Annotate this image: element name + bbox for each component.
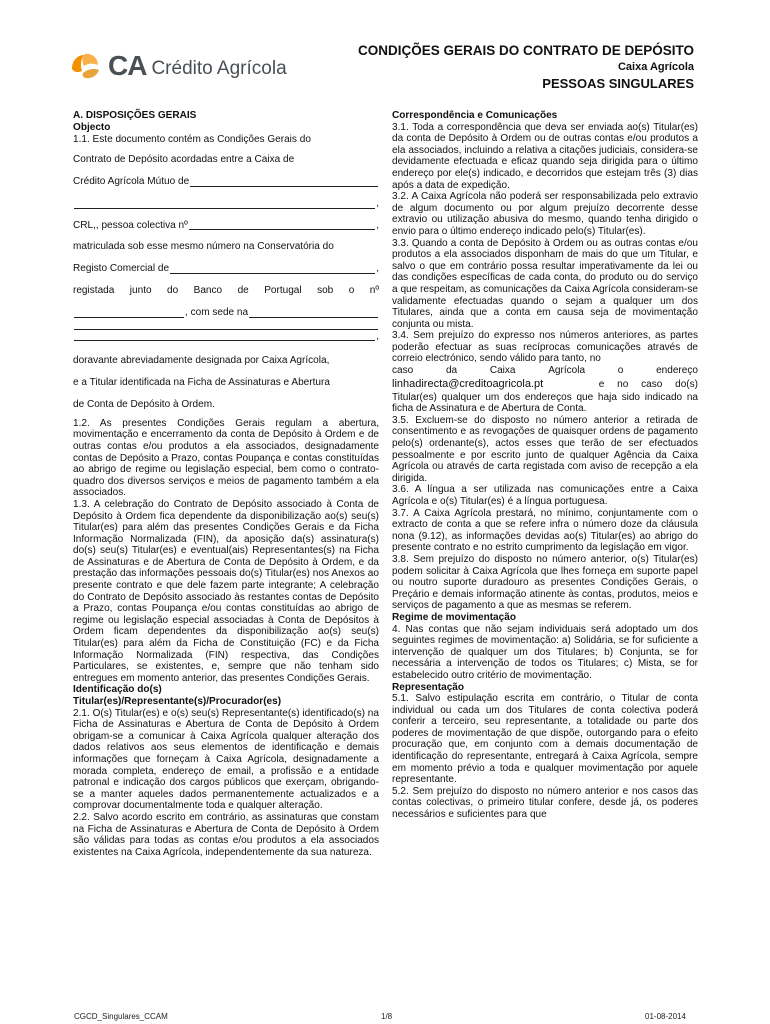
email-link[interactable]: linhadirecta@creditoagricola.pt xyxy=(392,377,544,390)
objecto-heading: Objecto xyxy=(73,121,111,133)
document-subtitle: Caixa Agrícola xyxy=(617,61,694,73)
document-header xyxy=(358,42,694,93)
representacao-heading: Representação xyxy=(392,681,465,693)
clause-3-4: 3.4. Sem prejuízo do expresso nos números anteriores, as partes poderão efectuar as suas recíprocas comunicações através de correio electrónico, sendo válido para tanto, no xyxy=(392,330,698,365)
clause-1-1-matric: matriculada sob esse mesmo número na Conservatória do xyxy=(73,241,334,253)
fill-line[interactable] xyxy=(74,207,375,209)
fill-line[interactable] xyxy=(74,316,184,318)
clause-1-1-line1: 1.1. Este documento contém as Condições Gerais do xyxy=(73,134,311,146)
document-title: CONDIÇÕES GERAIS DO CONTRATO DE DEPÓSITO xyxy=(357,43,694,58)
clause-1-1-crl-line: CRL,, pessoa colectiva nº , xyxy=(73,219,379,231)
clause-1-1-line3: Crédito Agrícola Mútuo de xyxy=(73,171,379,193)
clause-1-1-registo-line: Registo Comercial de , xyxy=(73,263,379,275)
clause-3-3: 3.3. Quando a conta de Depósito à Ordem ou as outras contas e/ou produtos a ela associados disponham de mais do que um Titular, e salvo o que em contrário possa resultar imperativamente da lei ou das condições específicas de cada conta, do produto ou do serviço a que respeitam, as comunicações da Caixa Agrícola consideram-se validamente efectuadas quando o sejam a qualquer um dos Titulares, ainda que a conta em causa seja de movimentação conjunta ou mista. xyxy=(392,237,698,330)
fill-line[interactable] xyxy=(249,316,378,318)
clause-3-6: 3.6. A língua a ser utilizada nas comunicações entre a Caixa Agrícola e o(s) Titular(es) é a língua portuguesa. xyxy=(392,484,698,507)
clause-3-8: 3.8. Sem prejuízo do disposto no número anterior, o(s) Titular(es) podem solicitar à Caixa Agrícola que lhes forneça em suporte papel ou noutro suporte duradouro as presentes Condições Gerais, o Preçário e demais informação atinente às contas, produtos, meios e serviços de pagamento a que as mesmas se referem. xyxy=(392,553,698,612)
section-title: A. DISPOSIÇÕES GERAIS xyxy=(73,110,197,121)
clause-1-3: 1.3. A celebração do Contrato de Depósito associado à Conta de Depósito à Ordem fica dependente da disponibilização ao(s) seu(s) Titular(es) para além das presentes Condições Gerais e da Ficha Informação Normalizada (FIN), da aposição da(s) assinatura(s) do(s) seu(s) Titular(es) e eventual(ais) Representantes(s) na Ficha de Assinaturas e de Abertura de Conta de Depósito à Ordem, e da prestação das informações pessoais do(s) Titular(es) nos Anexos ao presente contrato e que dele fazem parte integrante; A celebração do Contrato de Depósito associado às restantes contas de Depósito a Prazo, contas Poupança e/ou contas constituídas ao abrigo de regime ou legislação especial associadas à Conta de Depósitos à Ordem ficam dependentes da disponibilização ao(s) seu(s) Titular(es) para além da Ficha de Constituição (FC) e da Ficha Informação Normalizada (FIN) respectiva, das Condições Particulares, se existentes, e, sempre que não tenham sido entregues em momento anterior, das presentes Condições Gerais. xyxy=(73,498,379,684)
correspondencia-heading: Correspondência e Comunicações xyxy=(392,110,558,121)
clause-2-1: 2.1. O(s) Titular(es) e o(s) seu(s) Representante(s) identificado(s) na Ficha de Assinaturas e Abertura de Conta de Depósito à Ordem obrigam-se a comunicar à Caixa Agrícola qualquer alteração dos dados relativos aos seus elementos de identificação e demais informações que forneçam à Caixa Agrícola, designadamente a morada completa, endereço de email, a profissão e a entidade patronal e indicação dos cargos públicos que exerçam, obrigando-se a manter aqueles dados permanentemente actualizados e a comprovar documentalmente toda e qualquer alteração. xyxy=(73,707,379,812)
document-audience: PESSOAS SINGULARES xyxy=(542,76,694,91)
clause-1-1-conta: de Conta de Depósito à Ordem. xyxy=(73,398,215,410)
logo-abbrev: CA xyxy=(108,50,147,81)
fill-line[interactable] xyxy=(190,185,378,187)
logo-text: Crédito Agrícola xyxy=(151,58,287,79)
clause-5-2: 5.2. Sem prejuízo do disposto no número anterior e nos casos das contas colectivas, o primeiro titular confere, desde já, os poderes necessários e suficientes para que xyxy=(392,785,698,821)
left-column xyxy=(73,110,379,858)
credito-agricola-logo xyxy=(68,46,287,86)
footer-doc-code: CGCD_Singulares_CCAM xyxy=(74,1012,168,1021)
clause-3-4-caso-line: caso da Caixa Agrícola o endereço xyxy=(392,365,698,377)
clause-1-1-blank-line: , xyxy=(73,193,379,215)
identificacao-heading-2: Titular(es)/Representante(s)/Procurador(es) xyxy=(73,696,282,707)
clause-1-1-line2: Contrato de Depósito acordadas entre a Caixa de xyxy=(73,154,295,166)
clause-3-5: 3.5. Excluem-se do disposto no número anterior a retirada de consentimento e as revogações de quaisquer ordens de pagamento pelo(s) ordenante(s), actos esses que terão de ser efectuados pessoalmente e por escrito junto de qualquer Agência da Caixa Agrícola ou através de carta registada com aviso de recepção a ela dirigida. xyxy=(392,414,698,484)
clause-3-7: 3.7. A Caixa Agrícola prestará, no mínimo, conjuntamente com o extracto de conta a que se refere infra o número doze da cláusula nona (9.12), as informações devidas ao(s) Titular(es) ao abrigo do presente contrato e no estrito cumprimento da legislação em vigor. xyxy=(392,507,698,554)
clause-1-1-doravante: doravante abreviadamente designada por Caixa Agrícola, xyxy=(73,355,330,367)
clause-4: 4. Nas contas que não sejam individuais será adoptado um dos seguintes regimes de movimentação: a) Solidária, se for suficiente a intervenção de qualquer um dos Titulares; b) Conjunta, se for necessária a intervenção de todos os Titulares; c) Mista, se for estabelecido outro critério de movimentação. xyxy=(392,623,698,681)
regime-heading: Regime de movimentação xyxy=(392,611,516,623)
right-column xyxy=(392,110,698,821)
clause-1-1-registada-line: registada junto do Banco de Portugal sob o nº xyxy=(73,284,379,296)
clause-3-4-b: Titular(es) qualquer um dos endereços que haja sido indicado na ficha de Assinatura e de Abertura de Conta. xyxy=(392,391,698,415)
fill-line[interactable] xyxy=(170,272,375,274)
clause-3-4-email-line: linhadirecta@creditoagricola.pt e no caso do(s) xyxy=(392,377,698,390)
footer-date: 01-08-2014 xyxy=(645,1012,686,1021)
fill-line[interactable] xyxy=(189,228,375,230)
clause-5-1: 5.1. Salvo estipulação escrita em contrário, o Titular de conta individual ou cada um dos Titulares de conta colectiva poderá conferir a terceiro, seu representante, a totalidade ou parte dos poderes de movimentação de que dispõe, outorgando para o efeito procuração que, em conjunto com a demais documentação de identificação do representante, entregará à Caixa Agrícola, sempre em momento prévio a toda e qualquer movimentação por aquele representante. xyxy=(392,693,698,786)
clause-2-2: 2.2. Salvo acordo escrito em contrário, as assinaturas que constam na Ficha de Assinaturas e Abertura de Conta de Depósito à Ordem são válidas para todas as contas e/ou produtos a ela associados existentes na Caixa Agrícola, independentemente da sua natureza. xyxy=(73,811,379,858)
identificacao-heading: Identificação do(s) xyxy=(73,684,162,696)
fill-line[interactable] xyxy=(74,328,378,330)
fill-line[interactable] xyxy=(74,339,375,341)
clause-1-2: 1.2. As presentes Condições Gerais regulam a abertura, movimentação e encerramento da conta de Depósito à Ordem e de outras contas e/ou produtos a ela associados, designadamente contas de Depósito a Prazo, contas Poupança e contas constituídas ao abrigo de regime ou legislação especial, bem como o contrato-quadro dos diversos serviços e meios de pagamento também a ela associados. xyxy=(73,417,379,499)
flower-logo-icon xyxy=(68,49,102,83)
clause-3-2: 3.2. A Caixa Agrícola não poderá ser responsabilizada pelo extravio de algum documento ou por algum prejuízo decorrente desse extravio ou utilização abusiva do mesmo, quando tenha dirigido o envio para o último endereço indicado pelo(s) Titular(es). xyxy=(392,191,698,237)
clause-1-1-blank-line-3: , xyxy=(73,326,379,348)
footer-page-number: 1/8 xyxy=(381,1012,393,1021)
clause-1-1-titular: e a Titular identificada na Ficha de Assinaturas e Abertura xyxy=(73,377,330,389)
clause-1-1-sede-line: , com sede na xyxy=(73,302,379,324)
clause-3-1: 3.1. Toda a correspondência que deva ser enviada ao(s) Titular(es) da conta de Depósito à Ordem ou de outras contas e/ou produtos a ela associados, incluindo a relativa a citações judiciais, considera-se devidamente efectuada e eficaz quando seja dirigida para o último endereço por ele(s) indicado, e decorridos que estejam três (3) dias após a data de expedição. xyxy=(392,121,698,191)
